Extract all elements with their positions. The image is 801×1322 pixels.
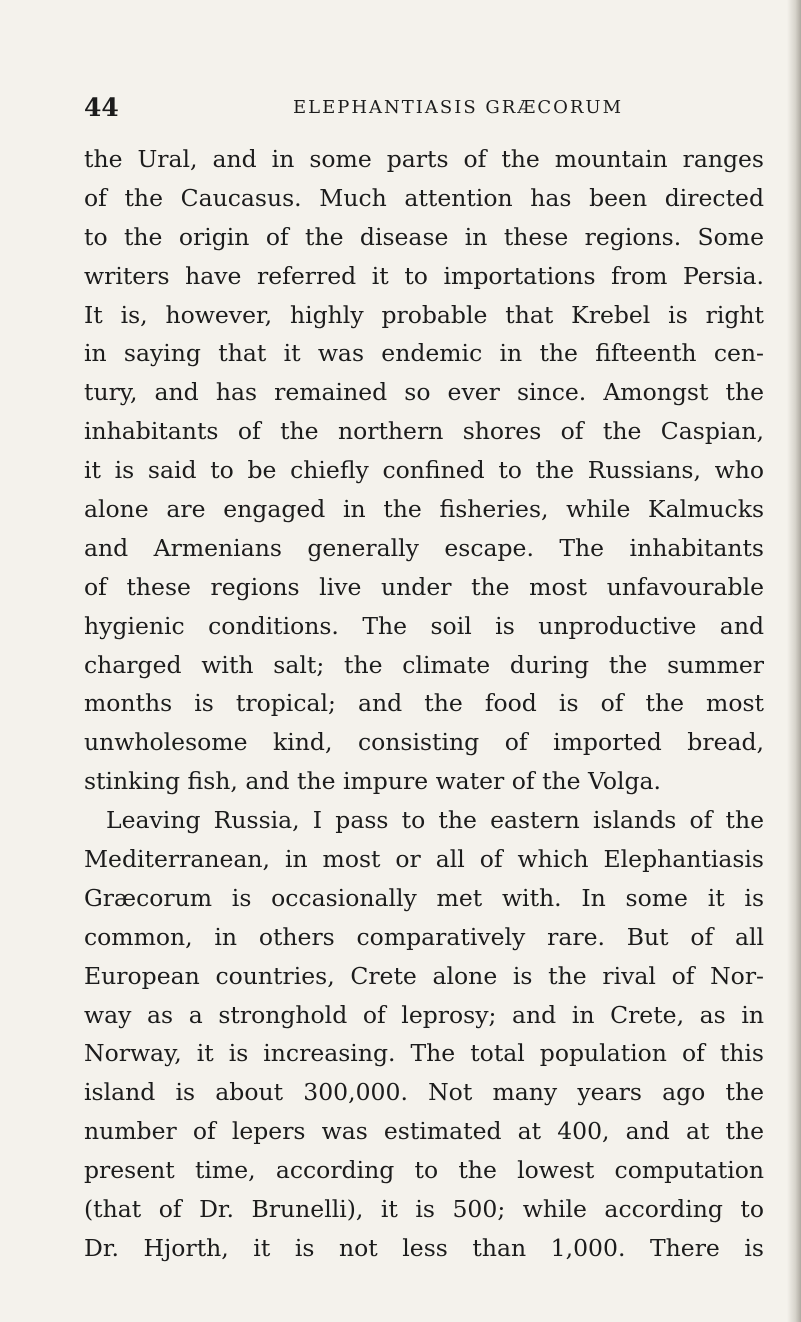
text-line: it is said to be chiefly confined to the Russians, who xyxy=(84,456,764,485)
text-line: the Ural, and in some parts of the mountain ranges xyxy=(84,145,764,173)
running-head: ELEPHANTIASIS GRÆCORUM xyxy=(292,97,624,118)
text-line: Norway, it is increasing. The total population of this xyxy=(84,1039,764,1068)
text-line: Græcorum is occasionally met with. In some it is xyxy=(84,883,764,912)
text-line: number of lepers was estimated at 400, and at the xyxy=(84,1117,764,1146)
page-edge-shadow xyxy=(787,0,801,1322)
text-line: writers have referred it to importations from Persia. xyxy=(84,261,764,290)
text-line: unwholesome kind, consisting of imported bread, xyxy=(84,728,764,757)
text-line: of these regions live under the most unfavourable xyxy=(84,572,764,601)
page-number: 44 xyxy=(84,93,119,122)
text-line: tury, and has remained so ever since. Amongst the xyxy=(84,378,764,407)
text-line-paragraph-start: Leaving Russia, I pass to the eastern islands of the xyxy=(106,806,764,835)
text-line: in saying that it was endemic in the fifteenth cen- xyxy=(84,339,764,368)
text-line: months is tropical; and the food is of the most xyxy=(84,689,764,718)
text-line: hygienic conditions. The soil is unproductive and xyxy=(84,611,764,640)
text-line: charged with salt; the climate during the summer xyxy=(84,650,764,679)
text-line: Dr. Hjorth, it is not less than 1,000. There is xyxy=(84,1233,764,1262)
text-line: It is, however, highly probable that Krebel is right xyxy=(84,300,764,329)
text-line: stinking fish, and the impure water of the Volga. xyxy=(84,767,662,796)
text-line: (that of Dr. Brunelli), it is 500; while according to xyxy=(84,1195,764,1224)
text-line: to the origin of the disease in these regions. Some xyxy=(84,222,764,251)
text-line: island is about 300,000. Not many years ago the xyxy=(84,1078,764,1107)
text-line: European countries, Crete alone is the rival of Nor- xyxy=(84,961,764,990)
text-line: of the Caucasus. Much attention has been directed xyxy=(84,183,764,212)
text-line: and Armenians generally escape. The inhabitants xyxy=(84,533,764,562)
body-text xyxy=(84,140,764,1268)
text-line: inhabitants of the northern shores of the Caspian, xyxy=(84,417,764,446)
text-line: Mediterranean, in most or all of which Elephantiasis xyxy=(84,845,764,874)
text-line: alone are engaged in the fisheries, while Kalmucks xyxy=(84,495,764,524)
page-header xyxy=(84,90,744,126)
text-line: present time, according to the lowest computation xyxy=(84,1156,764,1185)
text-line: common, in others comparatively rare. But of all xyxy=(84,922,764,951)
text-line: way as a stronghold of leprosy; and in Crete, as in xyxy=(84,1000,764,1029)
